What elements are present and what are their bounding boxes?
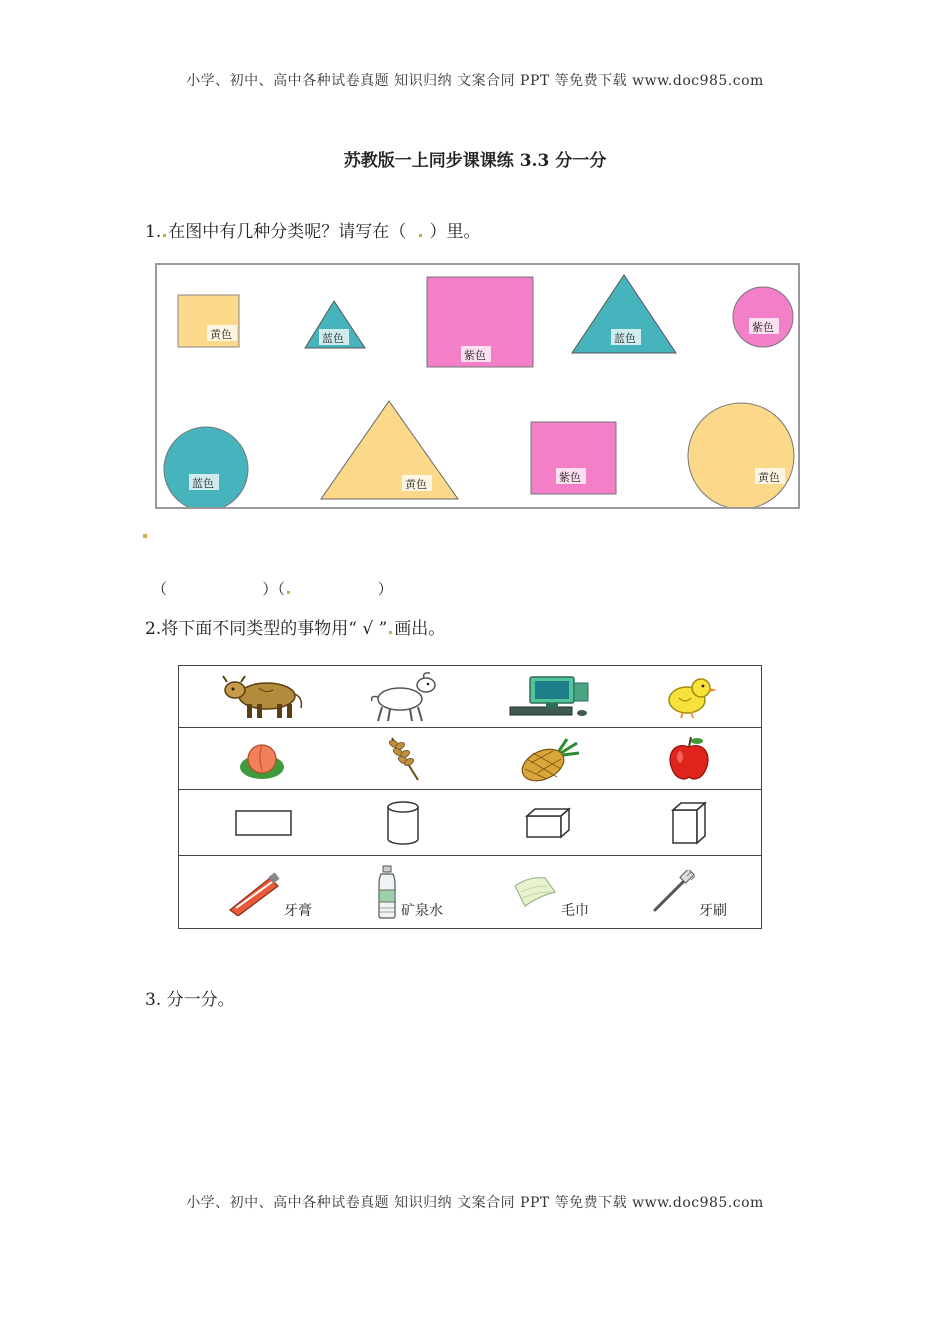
shape-label: 紫色 — [752, 321, 774, 334]
question-1-text-a: 在图中有几种分类呢？请写在（ — [168, 222, 407, 242]
pink-square-large — [427, 277, 533, 367]
apple-icon[interactable] — [619, 728, 759, 789]
table-row — [179, 856, 761, 928]
toothpaste-item[interactable] — [209, 856, 329, 928]
toothbrush-item[interactable] — [619, 856, 759, 928]
page-header: 小学、初中、高中各种试卷真题 知识归纳 文案合同 PPT 等免费下载 www.doc985.com — [186, 73, 764, 89]
shapes-panel — [155, 263, 800, 509]
item-label: 矿泉水 — [401, 903, 443, 919]
pink-circle-small — [733, 287, 793, 347]
goat-icon[interactable] — [349, 666, 459, 727]
mark-dot — [419, 234, 422, 237]
mark-dot — [163, 234, 166, 237]
peach-icon[interactable] — [209, 728, 319, 789]
box-icon[interactable] — [619, 790, 759, 855]
question-1-text-b: ）里。 — [429, 222, 481, 242]
shape-label: 黄色 — [758, 471, 780, 484]
answer-blanks — [152, 578, 393, 599]
table-row — [179, 728, 761, 790]
shape-label: 紫色 — [559, 471, 581, 484]
shape-label: 蓝色 — [614, 332, 636, 345]
blue-circle — [164, 427, 248, 507]
water-bottle-icon — [375, 864, 399, 920]
table-row — [179, 666, 761, 728]
mark-dot — [287, 591, 290, 594]
cow-icon[interactable] — [209, 666, 319, 727]
pink-square — [531, 422, 616, 494]
pineapple-icon[interactable] — [489, 728, 609, 789]
wheat-icon[interactable] — [349, 728, 459, 789]
toothpaste-icon — [226, 868, 282, 916]
page-footer: 小学、初中、高中各种试卷真题 知识归纳 文案合同 PPT 等免费下载 www.doc985.com — [186, 1195, 764, 1211]
mark-dot — [389, 631, 392, 634]
mark-dot — [143, 534, 147, 538]
blue-triangle-large — [572, 275, 676, 353]
question-2 — [145, 614, 445, 639]
question-2-text-b: “ √ ” — [348, 619, 388, 639]
question-1-number: 1. — [145, 222, 162, 242]
table-row — [179, 790, 761, 856]
shape-label: 蓝色 — [192, 477, 214, 490]
toothbrush-icon — [651, 870, 697, 914]
item-label: 牙膏 — [284, 903, 312, 919]
yellow-triangle — [321, 401, 458, 499]
yellow-circle — [688, 403, 794, 507]
shape-label: 黄色 — [210, 328, 232, 341]
chick-icon[interactable] — [619, 666, 759, 727]
question-2-number: 2. — [145, 619, 162, 639]
towel-icon — [509, 872, 559, 912]
rectangle-icon[interactable] — [209, 790, 319, 855]
cylinder-icon[interactable] — [349, 790, 459, 855]
item-label: 牙刷 — [699, 903, 727, 919]
yellow-square — [178, 295, 239, 347]
worksheet-title: 苏教版一上同步课课练 3.3 分一分 — [343, 151, 607, 171]
question-2-text-c: 画出。 — [394, 619, 446, 639]
answer-blank-b[interactable]: ） — [291, 580, 393, 598]
shape-label: 蓝色 — [322, 332, 344, 345]
shapes-figure — [157, 265, 798, 507]
shape-label: 黄色 — [405, 478, 427, 491]
question-3: 3. 分一分。 — [145, 990, 235, 1010]
mineral-water-item[interactable] — [349, 856, 469, 928]
answer-blank-a[interactable]: （ ）（ — [152, 580, 285, 598]
shape-label: 紫色 — [464, 349, 486, 362]
item-label: 毛巾 — [561, 903, 589, 919]
blue-triangle-small — [305, 301, 365, 348]
towel-item[interactable] — [489, 856, 609, 928]
items-table — [178, 665, 762, 929]
question-1 — [145, 217, 480, 242]
question-2-text-a: 将下面不同类型的事物用 — [161, 619, 349, 639]
computer-icon[interactable] — [489, 666, 609, 727]
cuboid-icon[interactable] — [489, 790, 609, 855]
